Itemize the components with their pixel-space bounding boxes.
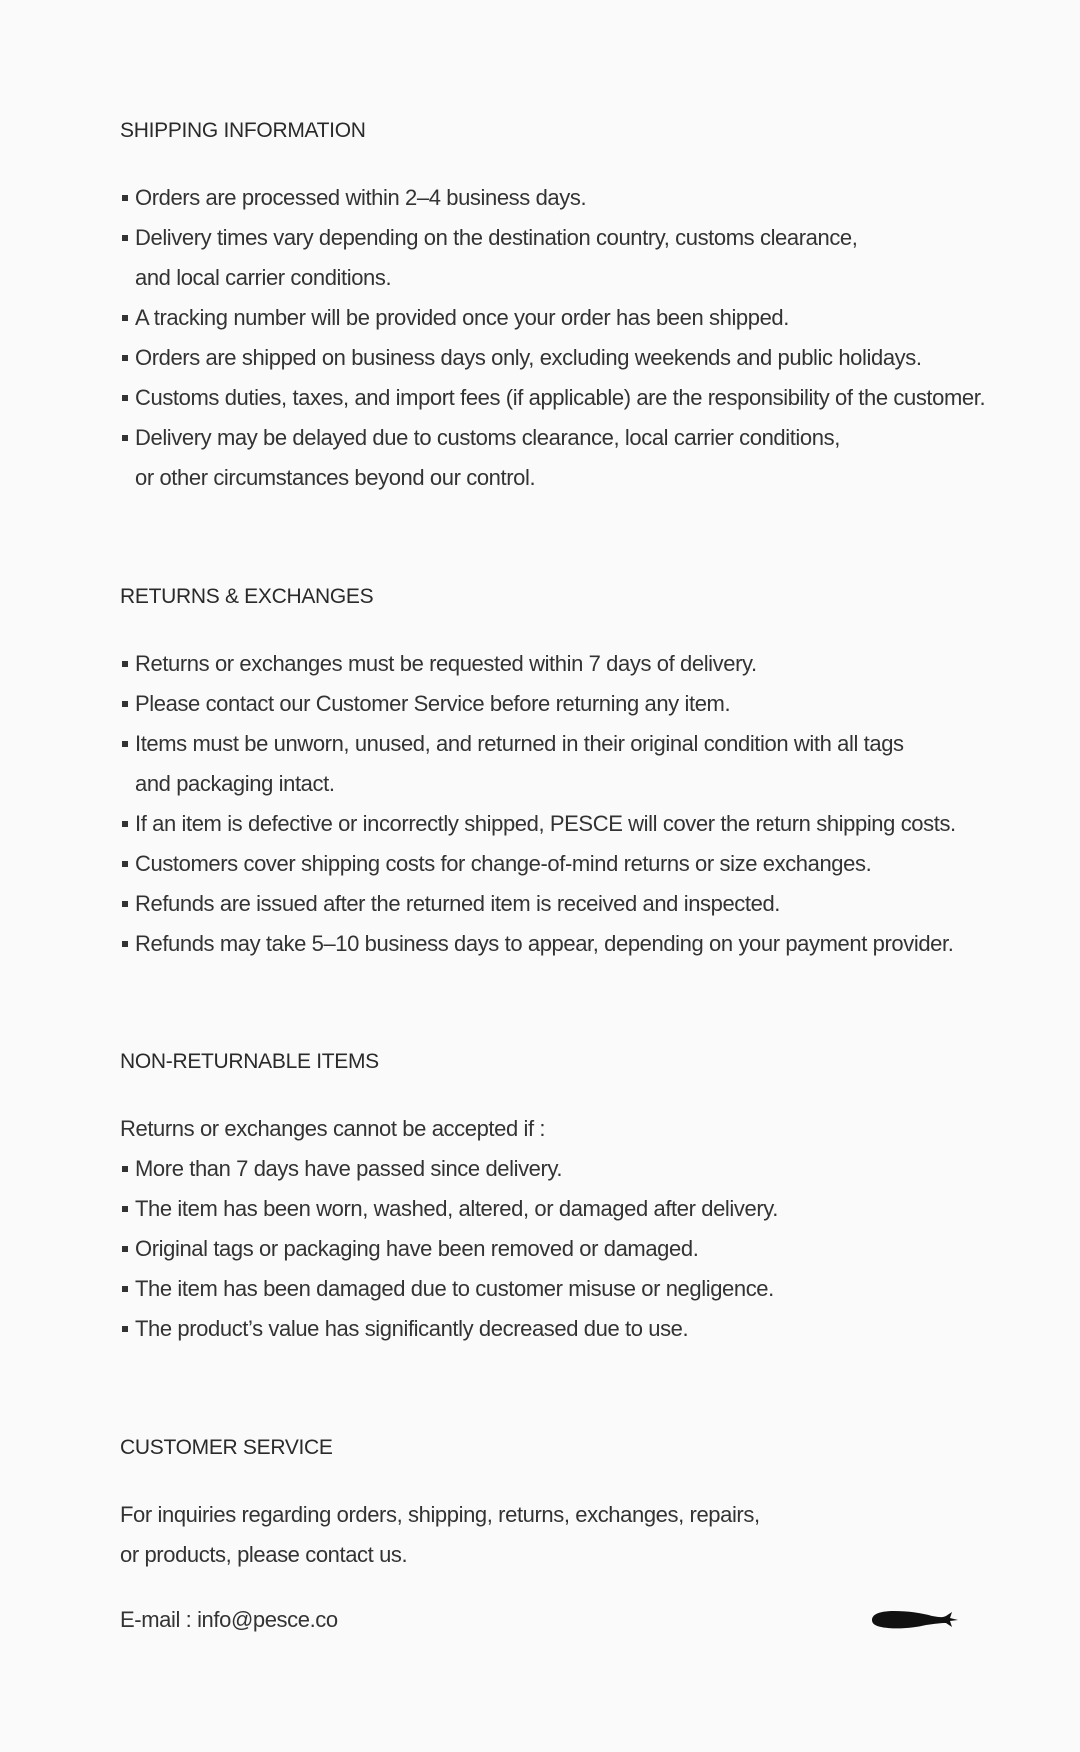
- section-title-returns: RETURNS & EXCHANGES: [120, 585, 374, 608]
- bullet-icon: [122, 315, 128, 321]
- list-item: [120, 644, 1020, 684]
- bullet-icon: [122, 355, 128, 361]
- list-item-text: Refunds are issued after the returned item is received and inspected.: [135, 891, 781, 916]
- customer-service-line-2: or products, please contact us.: [120, 1542, 408, 1567]
- bullet-icon: [122, 861, 128, 867]
- list-item-text: Original tags or packaging have been removed or damaged.: [135, 1236, 699, 1261]
- customer-service-line-1: For inquiries regarding orders, shipping, returns, exchanges, repairs,: [120, 1502, 760, 1527]
- bullet-icon: [122, 701, 128, 707]
- non-returnable-section: [120, 1047, 1020, 1349]
- list-item-text: The item has been worn, washed, altered, or damaged after delivery.: [135, 1196, 778, 1221]
- bullet-icon: [122, 661, 128, 667]
- list-item: [120, 1309, 1020, 1349]
- list-item: [120, 178, 1020, 218]
- bullet-icon: [122, 1326, 128, 1332]
- customer-service-text: [120, 1495, 1020, 1575]
- list-item: [120, 1269, 1020, 1309]
- list-item-text: Returns or exchanges must be requested within 7 days of delivery.: [135, 651, 757, 676]
- list-item-text: The product’s value has significantly decreased due to use.: [135, 1316, 689, 1341]
- non-returnable-intro: Returns or exchanges cannot be accepted if :: [120, 1116, 546, 1141]
- section-title-shipping: SHIPPING INFORMATION: [120, 119, 366, 142]
- whale-logo-shape: [872, 1611, 958, 1628]
- list-item: [120, 378, 1020, 418]
- list-item: [120, 684, 1020, 724]
- list-item-text: Items must be unworn, unused, and returned in their original condition with all tags and packaging intact.: [135, 731, 904, 796]
- list-item: [120, 724, 1020, 804]
- email-contact[interactable]: E-mail : info@pesce.co: [120, 1607, 338, 1632]
- non-returnable-list: [120, 1149, 1020, 1349]
- list-item-text: Orders are processed within 2–4 business days.: [135, 185, 587, 210]
- list-item-text: The item has been damaged due to customer misuse or negligence.: [135, 1276, 774, 1301]
- bullet-icon: [122, 235, 128, 241]
- bullet-icon: [122, 435, 128, 441]
- list-item-text: Customers cover shipping costs for change-of-mind returns or size exchanges.: [135, 851, 872, 876]
- list-item: [120, 338, 1020, 378]
- bullet-icon: [122, 901, 128, 907]
- shipping-list: [120, 178, 1020, 498]
- list-item: [120, 298, 1020, 338]
- returns-section: [120, 582, 1020, 964]
- list-item-text: Orders are shipped on business days only, excluding weekends and public holidays.: [135, 345, 922, 370]
- shipping-section: [120, 116, 1020, 498]
- bullet-icon: [122, 395, 128, 401]
- bullet-icon: [122, 821, 128, 827]
- bullet-icon: [122, 1206, 128, 1212]
- list-item-text: A tracking number will be provided once your order has been shipped.: [135, 305, 789, 330]
- list-item-text: More than 7 days have passed since delivery.: [135, 1156, 563, 1181]
- list-item: [120, 844, 1020, 884]
- list-item-text: Delivery times vary depending on the destination country, customs clearance, and local carrier conditions.: [135, 225, 858, 290]
- bullet-icon: [122, 1246, 128, 1252]
- list-item: [120, 218, 1020, 298]
- list-item-text: Delivery may be delayed due to customs clearance, local carrier conditions, or other circumstances beyond our control.: [135, 425, 840, 490]
- list-item-text: Please contact our Customer Service before returning any item.: [135, 691, 731, 716]
- list-item: [120, 1189, 1020, 1229]
- list-item-text: Refunds may take 5–10 business days to appear, depending on your payment provider.: [135, 931, 954, 956]
- section-title-non-returnable: NON-RETURNABLE ITEMS: [120, 1050, 379, 1073]
- list-item: [120, 418, 1020, 498]
- bullet-icon: [122, 741, 128, 747]
- bullet-icon: [122, 1286, 128, 1292]
- list-item-text: If an item is defective or incorrectly shipped, PESCE will cover the return shipping costs.: [135, 811, 956, 836]
- list-item-text: Customs duties, taxes, and import fees (if applicable) are the responsibility of the customer.: [135, 385, 986, 410]
- list-item: [120, 1229, 1020, 1269]
- bullet-icon: [122, 941, 128, 947]
- bullet-icon: [122, 195, 128, 201]
- whale-icon: [870, 1607, 960, 1631]
- bullet-icon: [122, 1166, 128, 1172]
- list-item: [120, 884, 1020, 924]
- section-title-customer-service: CUSTOMER SERVICE: [120, 1436, 333, 1459]
- list-item: [120, 924, 1020, 964]
- list-item: [120, 1149, 1020, 1189]
- list-item: [120, 804, 1020, 844]
- returns-list: [120, 644, 1020, 964]
